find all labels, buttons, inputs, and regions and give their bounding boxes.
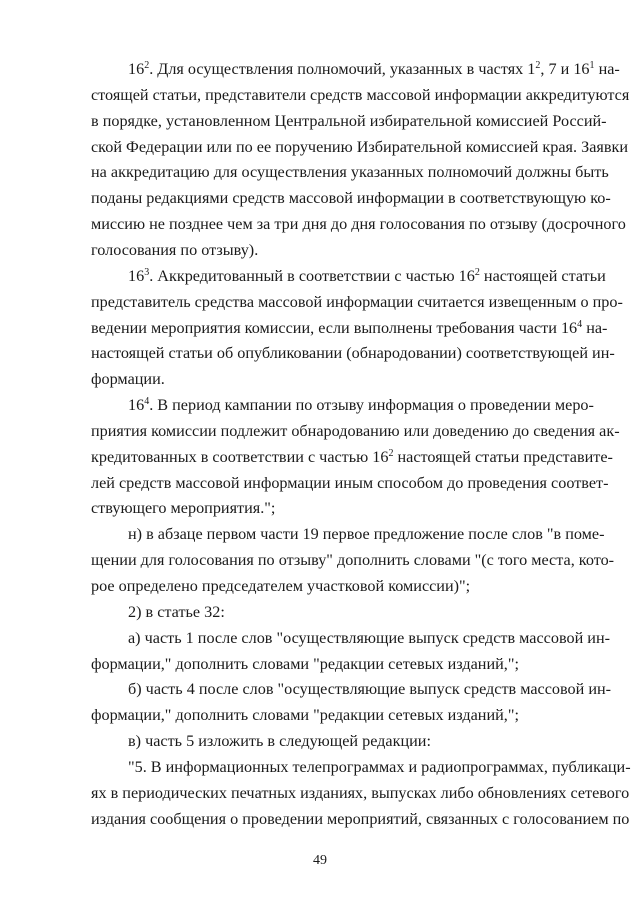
- text-line: приятия комиссии подлежит обнародованию или доведению до сведения ак-: [91, 422, 620, 440]
- text-line: ведении мероприятия комиссии, если выполнены требования части $16^4$ на-: [91, 319, 608, 337]
- text-line: ской Федерации или по ее поручению Избирательной комиссией края. Заявки: [91, 138, 628, 156]
- text-line: миссию не позднее чем за три дня до дня голосования по отзыву (досрочного: [91, 215, 626, 233]
- text-line: настоящей статьи об опубликовании (обнародовании) соответствующей ин-: [91, 344, 615, 362]
- text-line: ствующего мероприятия.";: [91, 499, 276, 517]
- text-line: кредитованных в соответствии с частью $16^2$ настоящей статьи представите-: [91, 448, 613, 466]
- text-line: щении для голосования по отзыву" дополнить словами "(с того места, кото-: [91, 551, 615, 569]
- text-line: б) часть 4 после слов "осуществляющие выпуск средств массовой ин-: [128, 680, 612, 698]
- text-line: "5. В информационных телепрограммах и радиопрограммах, публикаци-: [128, 758, 631, 776]
- text-line: а) часть 1 после слов "осуществляющие выпуск средств массовой ин-: [128, 629, 611, 647]
- text-line: $16^4$. В период кампании по отзыву информация о проведении меро-: [128, 396, 594, 414]
- text-line: рое определено председателем участковой комиссии)";: [91, 577, 471, 595]
- text-line: в) часть 5 изложить в следующей редакции:: [128, 732, 431, 750]
- text-line: ях в периодических печатных изданиях, выпусках либо обновлениях сетевого: [91, 784, 630, 802]
- text-line: формации," дополнить словами "редакции сетевых изданий,";: [91, 706, 519, 724]
- text-line: н) в абзаце первом части 19 первое предложение после слов "в поме-: [128, 525, 605, 543]
- text-line: лей средств массовой информации иным способом до проведения соответ-: [91, 474, 609, 492]
- text-line: представитель средства массовой информации считается извещенным о про-: [91, 293, 623, 311]
- text-line: $16^2$. Для осуществления полномочий, указанных в частях $1^2$, 7 и $16^1$ на-: [128, 60, 620, 78]
- page-number: 49: [313, 853, 327, 868]
- text-line: голосования по отзыву).: [91, 241, 259, 259]
- text-line: $16^3$. Аккредитованный в соответствии с частью $16^2$ настоящей статьи: [128, 267, 606, 285]
- text-line: стоящей статьи, представители средств массовой информации аккредитуются: [91, 86, 630, 104]
- text-line: издания сообщения о проведении мероприятий, связанных с голосованием по: [91, 810, 630, 828]
- text-line: 2) в статье 32:: [128, 603, 225, 621]
- text-line: поданы редакциями средств массовой информации в соответствующую ко-: [91, 189, 611, 207]
- text-line: в порядке, установленном Центральной избирательной комиссией Россий-: [91, 112, 607, 130]
- text-line: на аккредитацию для осуществления указанных полномочий должны быть: [91, 163, 609, 181]
- text-line: формации," дополнить словами "редакции сетевых изданий,";: [91, 655, 519, 673]
- text-line: формации.: [91, 370, 165, 388]
